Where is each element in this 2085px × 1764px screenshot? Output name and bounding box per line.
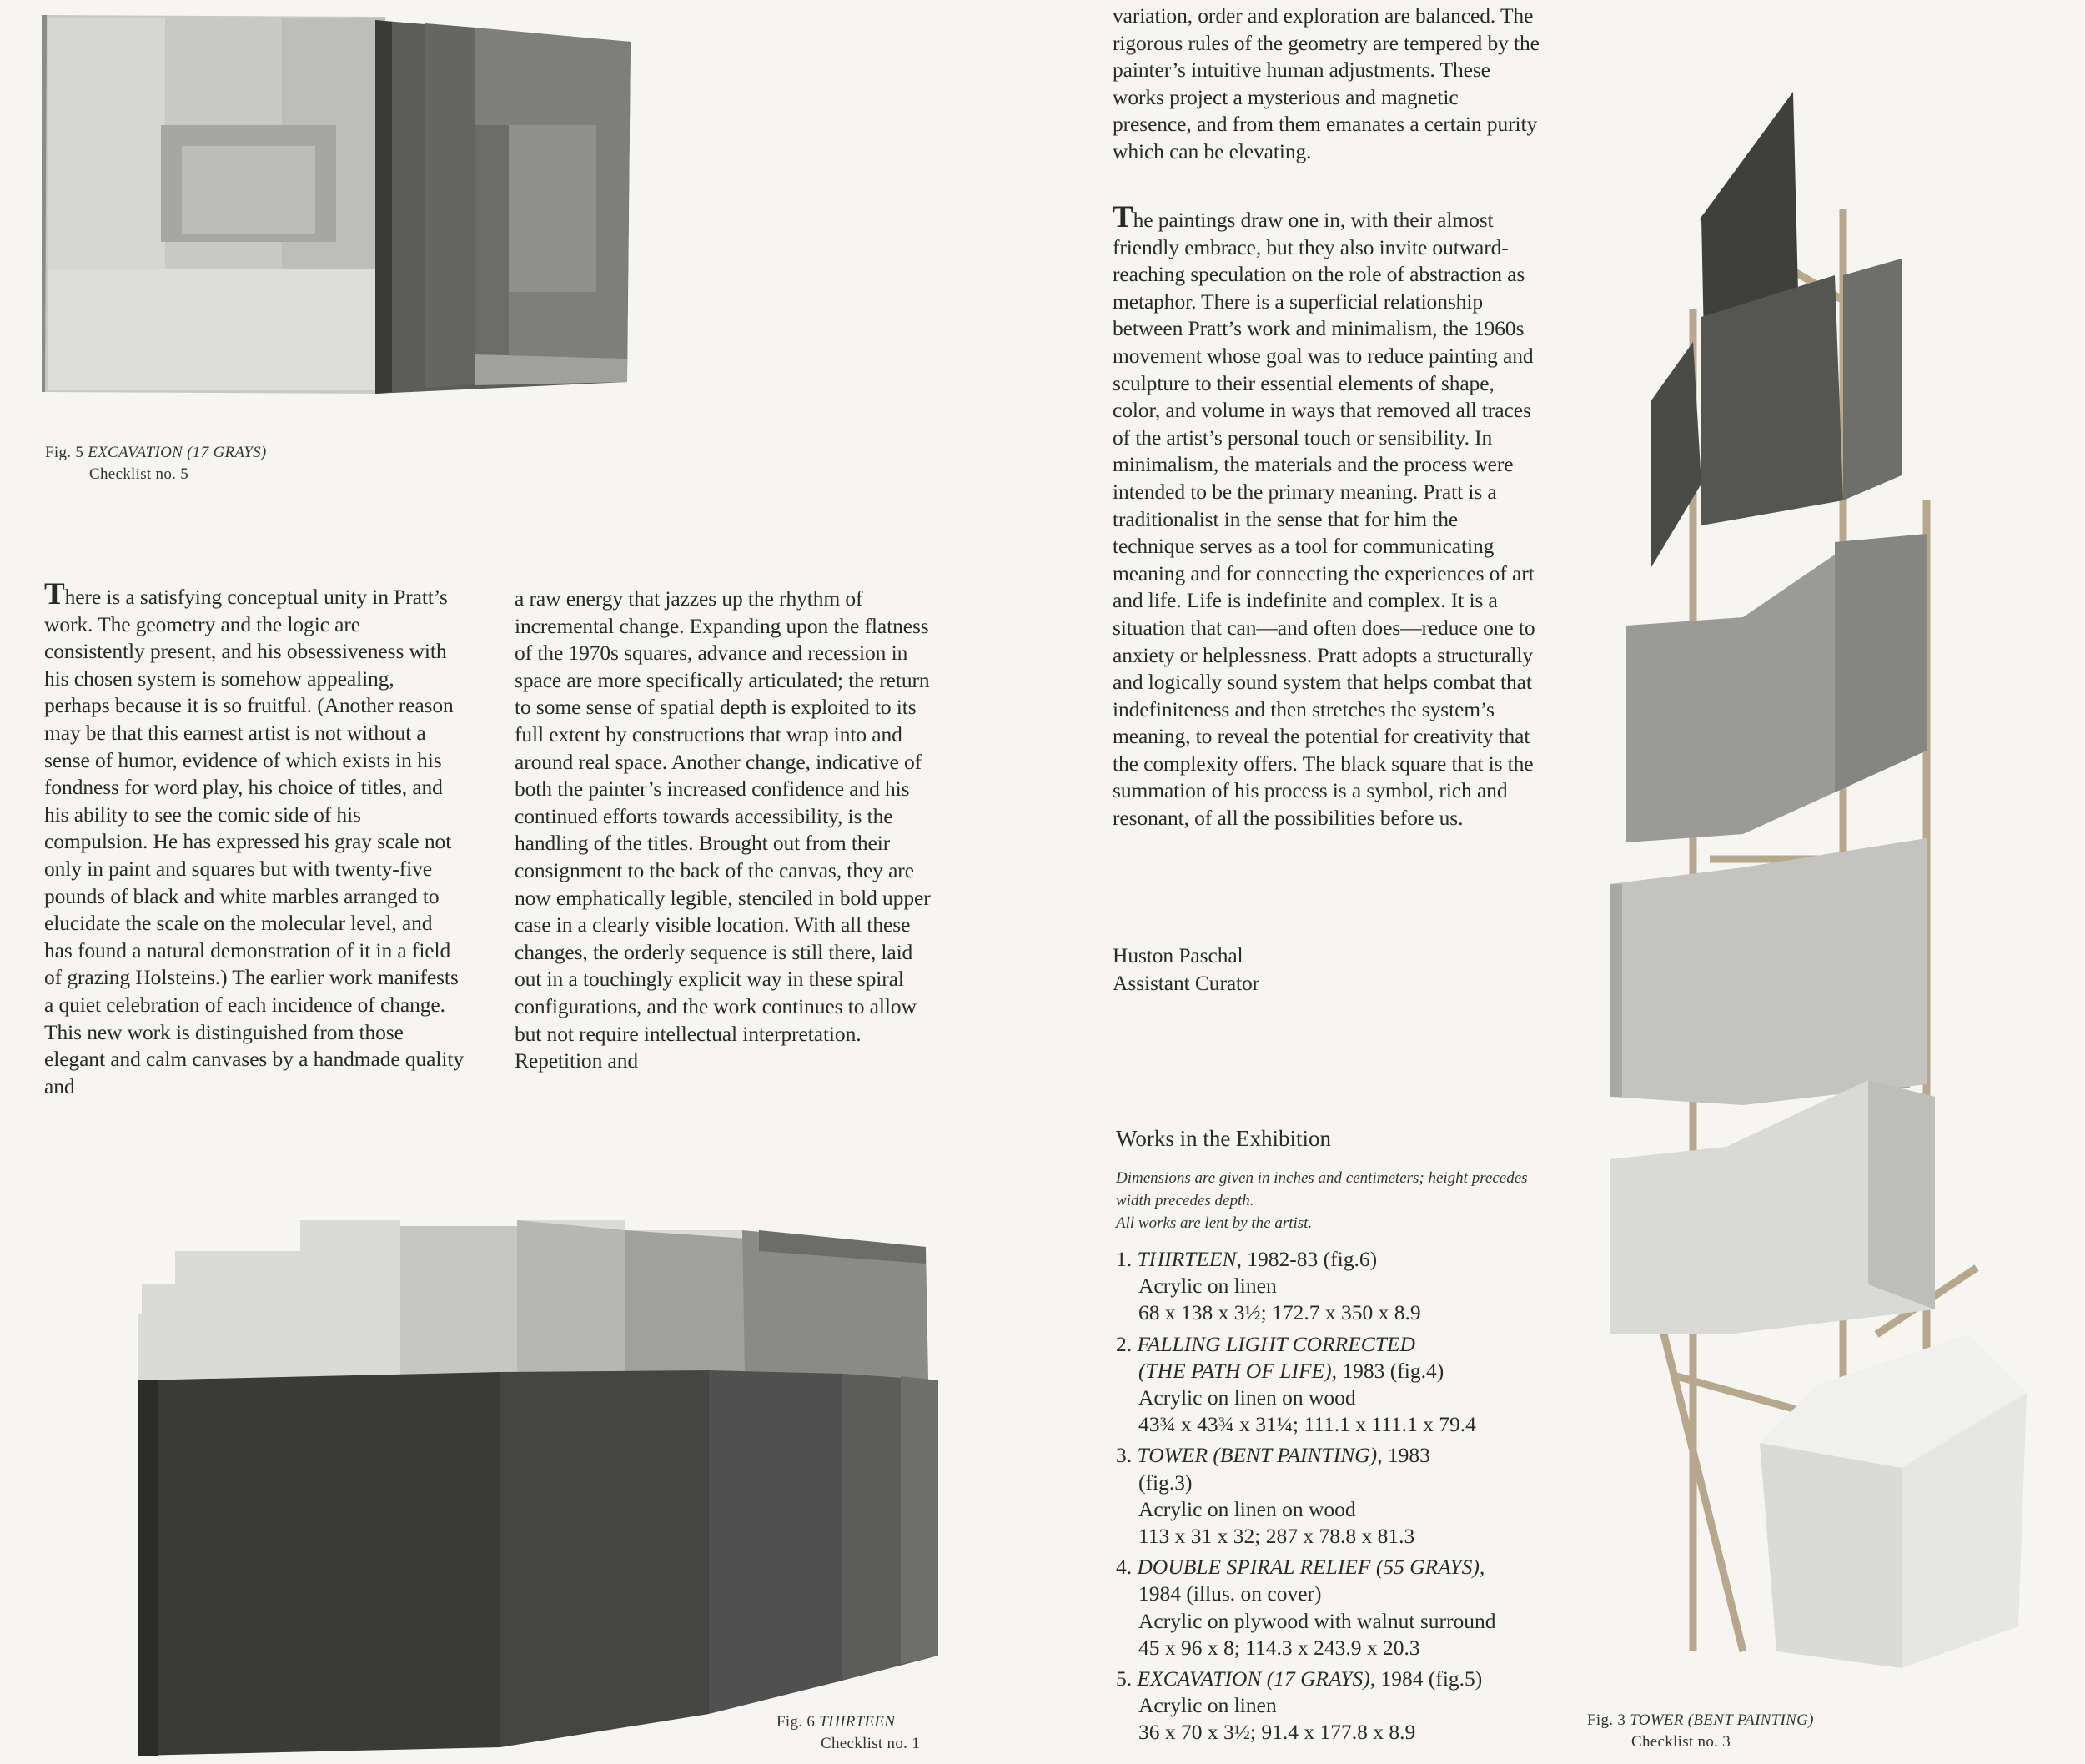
works-item-number: 2. [1116,1331,1133,1356]
fig3-photo [1576,83,2043,1668]
works-item-title: THIRTEEN, [1137,1247,1242,1271]
works-item-date: 1984 (fig.5) [1375,1666,1483,1691]
works-note-dimensions: Dimensions are given in inches and centimeters; height precedes width precedes depth. [1116,1169,1528,1209]
fig5-caption-title: EXCAVATION (17 GRAYS) [88,444,267,461]
works-item-title: FALLING LIGHT CORRECTED [1137,1331,1415,1356]
works-item-date: 1982-83 (fig.6) [1241,1247,1378,1271]
column-1-body: here is a satisfying conceptual unity in Pratt’s work. The geometry and the logic are consistently present, and his obsessiveness with his chosen system is somehow appealing, perhaps because it is so fruitful. (Another reason may be that this earnest artist is not without a sense of humor, evidence of which exists in his fondness for word play, his choice of titles, and his ability to see the comic side of his compulsion. He has expressed his gray scale not only in paint and squares but with twenty-five pounds of black and white marbles arranged to elucidate the scale on the molecular level, and has found a natural demonstration of it in a field of grazing Holsteins.) The earlier work manifests a quiet celebration of each incidence of change. This new work is distinguished from those elegant and calm canvases by a handmade quality and [44,585,464,1098]
works-item-number: 1. [1116,1247,1133,1271]
works-item-title: TOWER (BENT PAINTING), [1137,1443,1383,1468]
fig3-checklist: Checklist no. 3 [1631,1733,1731,1751]
tower-sculpture [1576,83,2043,1668]
works-item [1116,1442,1550,1550]
works-item-title-line [1116,1331,1550,1358]
dropcap: T [44,577,65,611]
column-3-para-1 [1113,3,1540,166]
dropcap-2: T [1113,200,1133,234]
works-item-figure-ref: (fig.3) [1138,1470,1193,1495]
fig5-checklist: Checklist no. 5 [89,465,189,483]
works-item-date: 1983 [1382,1443,1430,1468]
column-1-text [44,577,464,1100]
works-item-dimensions: 113 x 31 x 32; 287 x 78.8 x 81.3 [1138,1524,1415,1549]
fig6-caption-prefix: Fig. 6 [776,1713,820,1731]
fig6-caption [776,1711,1043,1755]
works-heading: Works in the Exhibition [1116,1126,1332,1151]
works-item-title: DOUBLE SPIRAL RELIEF (55 GRAYS), [1137,1555,1485,1580]
column-3-para-1-body: variation, order and exploration are balanced. The rigorous rules of the geometry are tempered by the painter’s intuitive human adjustments. These works project a mysterious and magnetic presence, and from them emanates a certain purity which can be elevating. [1113,3,1540,163]
excavation-painting [42,8,642,400]
works-item-title-line [1116,1554,1550,1581]
fig3-caption [1587,1710,1921,1753]
works-item [1116,1666,1550,1746]
column-2-body: a raw energy that jazzes up the rhythm of incremental change. Expanding upon the flatness of the 1970s squares, advance and recession in space are more specifically articulated; the return to some sense of spatial depth is exploited to its full extent by constructions that wrap into and around real space. Another change, indicative of both the painter’s increased confidence and his continued efforts towards accessibility, is the handling of the titles. Brought out from their consignment to the back of the canvas, they are now emphatically legible, stenciled in bold upper case in a clearly visible location. With all these changes, the orderly sequence is still there, laid out in a touchingly explicit way in these spiral configurations, and the work continues to allow but not require intellectual interpretation. Repetition and [515,586,931,1073]
author-title: Assistant Curator [1113,970,1260,995]
fig6-caption-title: THIRTEEN [819,1713,896,1731]
works-item-medium: Acrylic on linen [1138,1274,1277,1299]
fig5-caption-prefix: Fig. 5 [45,444,88,461]
works-item [1116,1331,1550,1439]
fig6-photo [133,1214,951,1756]
works-list [1116,1246,1550,1746]
fig5-photo [42,8,642,400]
works-item-title-line [1116,1666,1550,1692]
works-item-dimensions: 43¾ x 43¾ x 31¼; 111.1 x 111.1 x 79.4 [1138,1412,1476,1437]
works-item [1116,1554,1550,1661]
works-item-number: 5. [1116,1666,1133,1691]
thirteen-painting [133,1214,951,1756]
works-item-medium: Acrylic on plywood with walnut surround [1138,1608,1496,1633]
column-3-para-2-body: he paintings draw one in, with their almost friendly embrace, but they also invite outward-reaching speculation on the role of abstraction as metaphor. There is a superficial relationship between Pratt’s work and minimalism, the 1960s movement whose goal was to reduce painting and sculpture to their essential elements of shape, color, and volume in ways that removed all traces of the artist’s personal touch or sensibility. In minimalism, the materials and the process were intended to be the primary meaning. Pratt is a traditionalist in the sense that for him the technique serves as a tool for communicating meaning and for connecting the experiences of art and life. Life is indefinite and complex. It is a situation that can—and often does—reduce one to anxiety or helplessness. Pratt adopts a structurally and logically sound system that helps combat that indefiniteness and then stretches the system’s meaning, to reveal the potential for creativity that the complexity offers. The black square that is the summation of his process is a symbol, rich and resonant, of all the possibilities before us. [1113,208,1535,831]
works-item-medium: Acrylic on linen on wood [1138,1496,1356,1521]
column-3-para-2 [1113,200,1540,832]
fig6-checklist: Checklist no. 1 [821,1735,921,1752]
works-item-title-line-2 [1116,1358,1550,1385]
fig3-caption-title: TOWER (BENT PAINTING) [1630,1711,1814,1729]
fig5-caption [45,442,395,485]
author-name: Huston Paschal [1113,943,1243,967]
works-item-dimensions: 36 x 70 x 3½; 91.4 x 177.8 x 8.9 [1138,1720,1416,1745]
works-item-title: EXCAVATION (17 GRAYS), [1137,1666,1376,1691]
works-item-number: 3. [1116,1443,1133,1468]
works-section [1116,1126,1550,1751]
works-item-medium: Acrylic on linen [1138,1693,1277,1718]
works-item-subtitle: (THE PATH OF LIFE), [1138,1358,1337,1383]
works-item-date: 1984 (illus. on cover) [1138,1581,1322,1606]
works-item-title-line [1116,1246,1550,1273]
works-item [1116,1246,1550,1327]
signature [1113,942,1446,997]
fig3-caption-prefix: Fig. 3 [1587,1711,1630,1729]
works-item-dimensions: 45 x 96 x 8; 114.3 x 243.9 x 20.3 [1138,1635,1420,1660]
column-2-text [515,585,938,1075]
works-note-lenders: All works are lent by the artist. [1116,1214,1313,1232]
works-item-date: 1983 (fig.4) [1337,1358,1444,1383]
works-item-number: 4. [1116,1555,1133,1580]
works-item-title-line [1116,1442,1550,1469]
works-item-dimensions: 68 x 138 x 3½; 172.7 x 350 x 8.9 [1138,1300,1421,1325]
works-item-medium: Acrylic on linen on wood [1138,1385,1356,1410]
